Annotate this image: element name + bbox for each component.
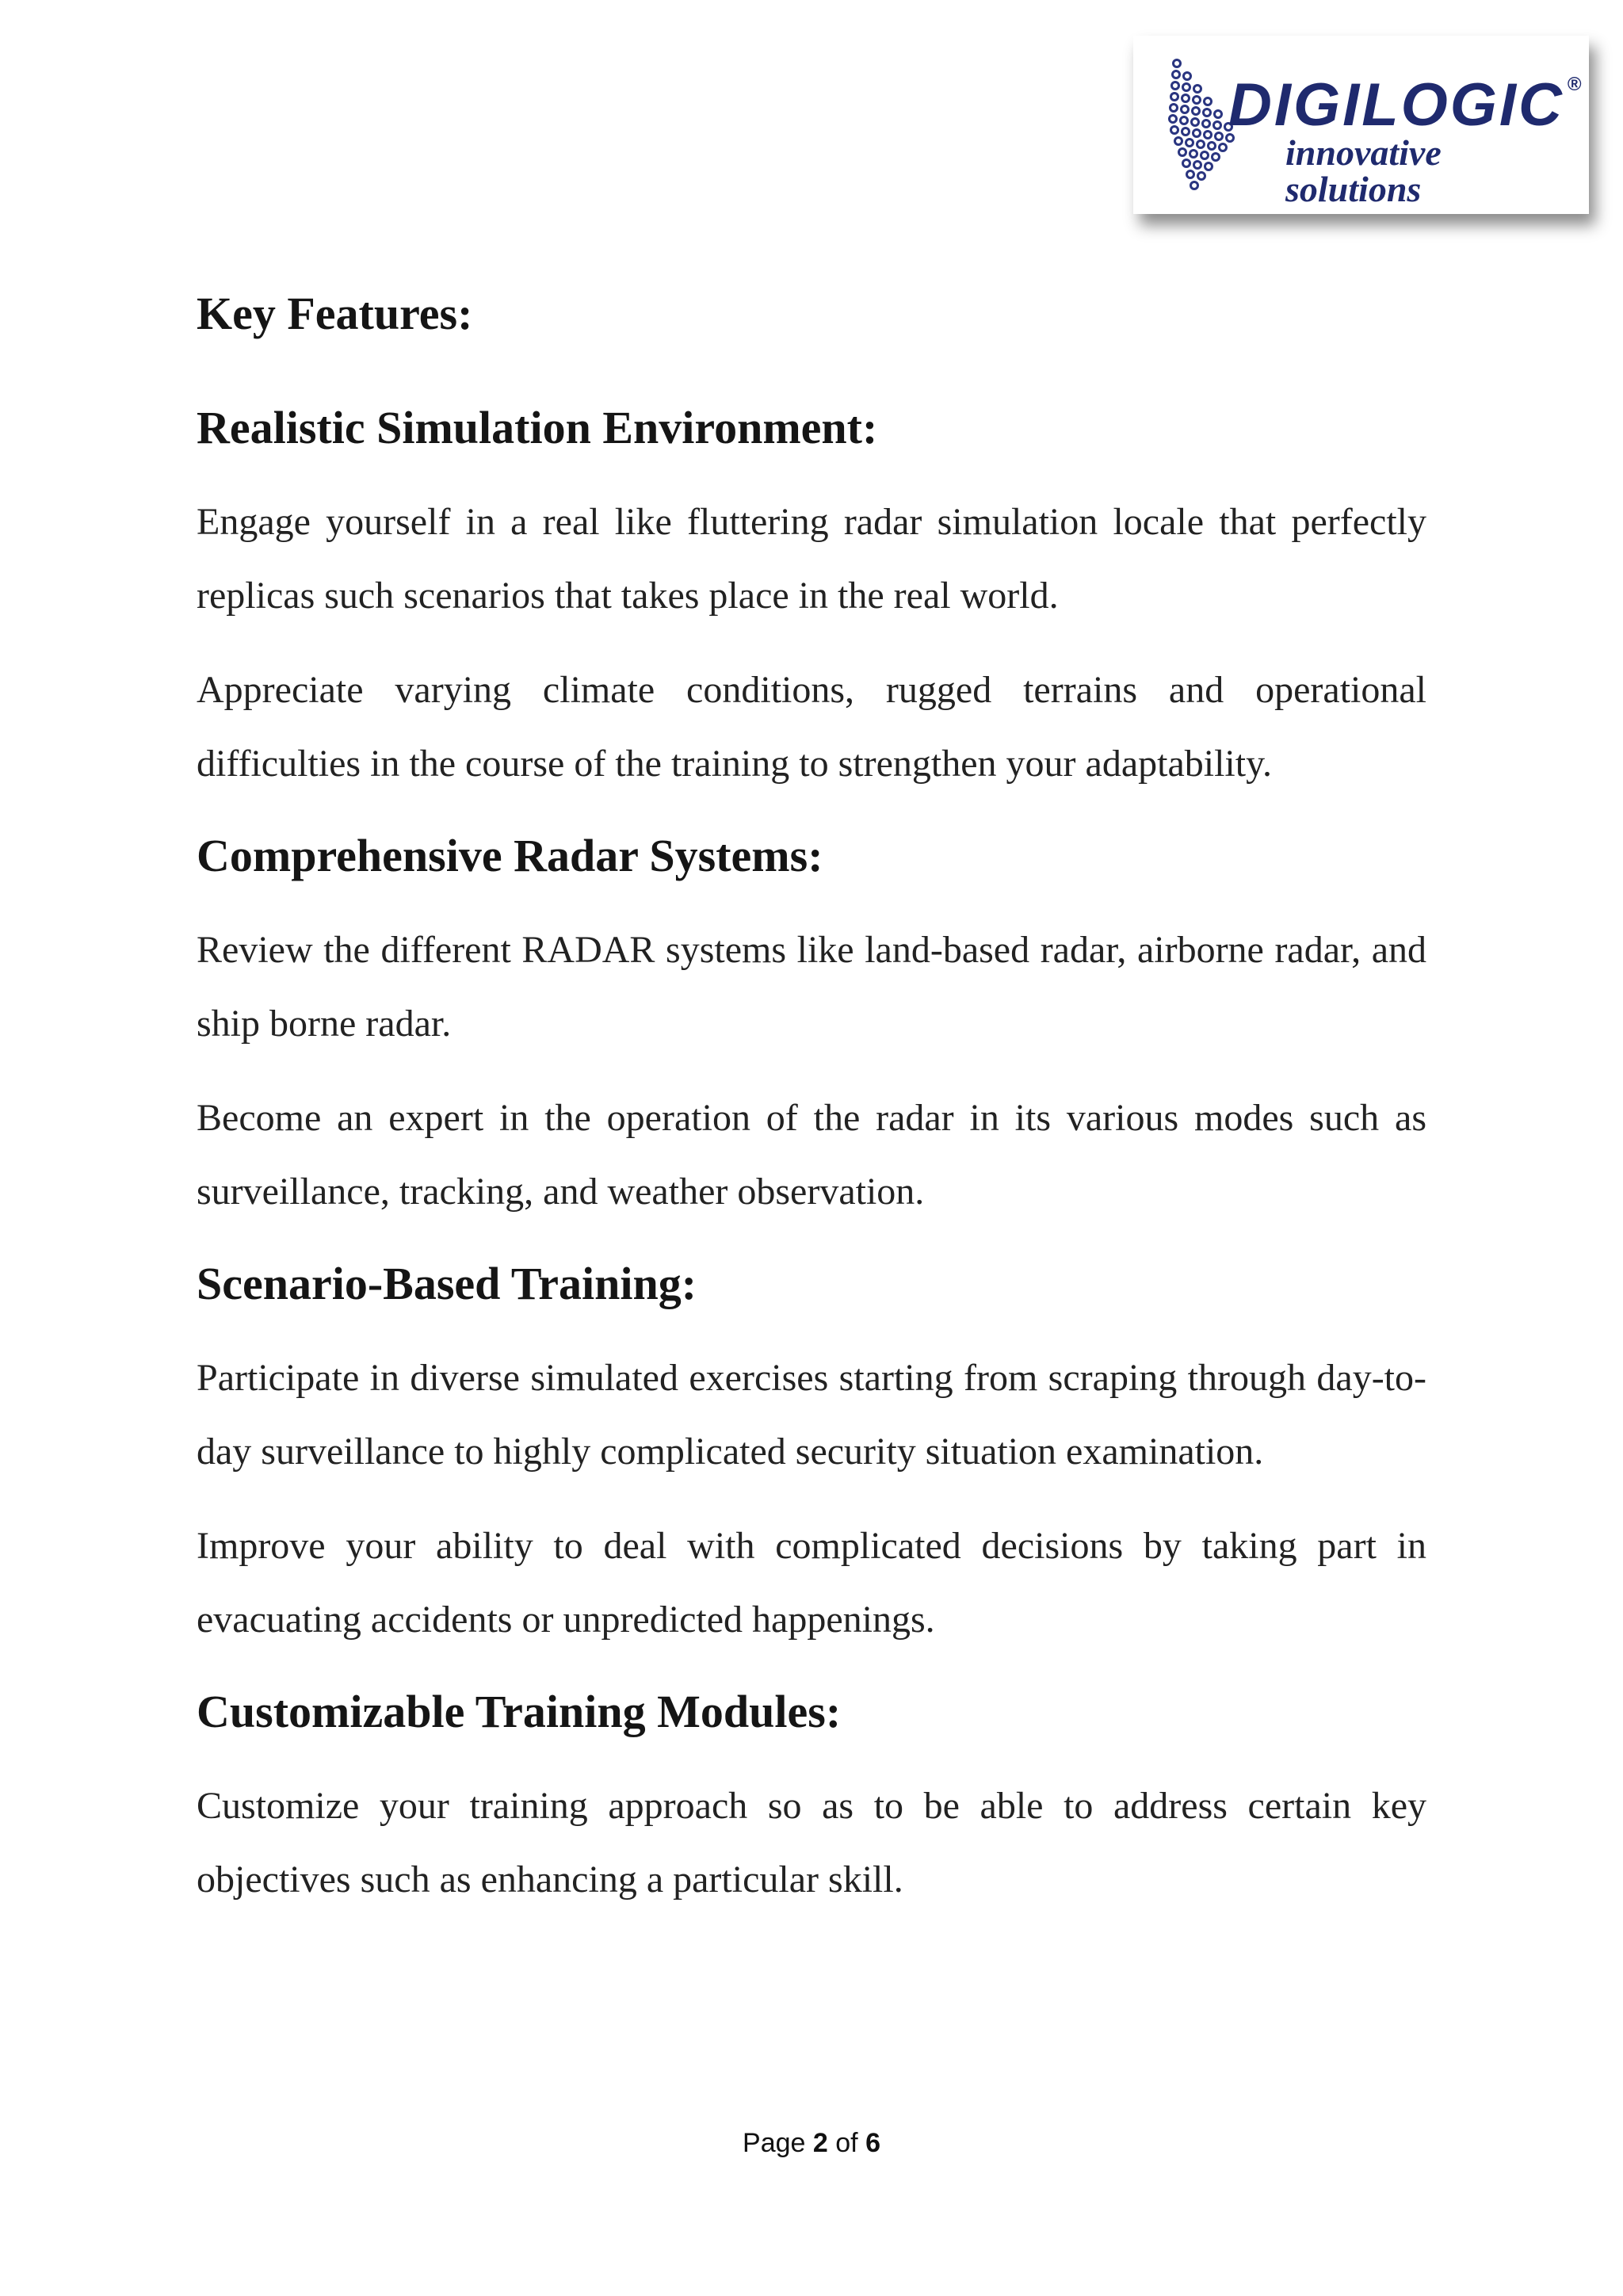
logo-tagline: innovative solutions [1285,132,1442,209]
section-comprehensive-radar [197,821,1426,1228]
paragraph: Participate in diverse simulated exercises starting from scraping through day-to-day surveillance to highly complicated security situation examination. [197,1357,1426,1473]
paragraph: Customize your training approach so as to be able to address certain key objectives such as enhancing a particular skill. [197,1785,1426,1901]
paragraph: Appreciate varying climate conditions, rugged terrains and operational difficulties in the course of the training to strengthen your adaptability. [197,669,1426,785]
logo-name: DIGILOGIC ® [1228,71,1582,139]
page-heading: Key Features: [197,288,473,339]
document-body [197,279,1426,1937]
page-number: Page 2 of 6 [743,2128,880,2158]
paragraph: Improve your ability to deal with complicated decisions by taking part in evacuating accidents or unpredicted happenings. [197,1525,1426,1641]
paragraph: Review the different RADAR systems like land-based radar, airborne radar, and ship borne radar. [197,929,1426,1045]
section-realistic-simulation [197,393,1426,800]
paragraph: Engage yourself in a real like fluttering radar simulation locale that perfectly replicas such scenarios that takes place in the real world. [197,501,1426,617]
section-customizable-modules [197,1677,1426,1916]
section-title: Realistic Simulation Environment: [197,402,878,453]
company-logo [1133,36,1589,214]
paragraph: Become an expert in the operation of the radar in its various modes such as surveillance, tracking, and weather observation. [197,1097,1426,1213]
section-scenario-based [197,1249,1426,1656]
section-title: Scenario-Based Training: [197,1258,697,1309]
section-title: Customizable Training Modules: [197,1686,842,1737]
section-title: Comprehensive Radar Systems: [197,830,823,881]
